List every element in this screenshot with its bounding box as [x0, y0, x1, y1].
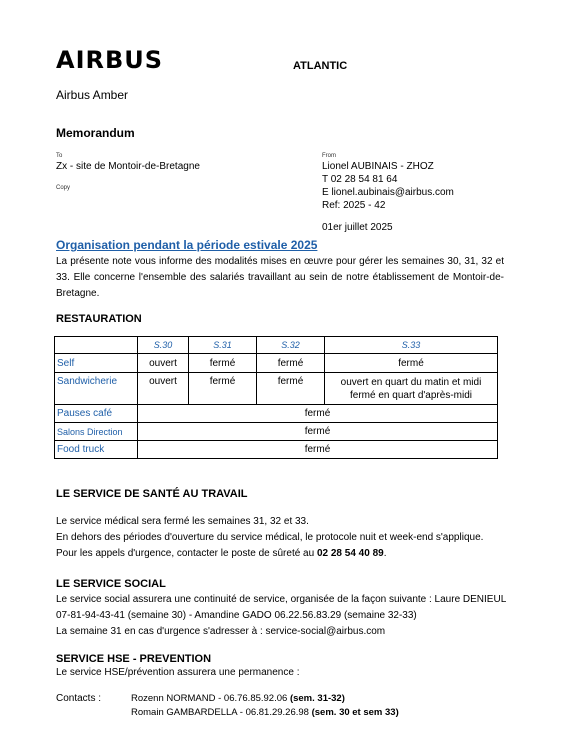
row-label-self: Self [55, 354, 138, 373]
from-name: Lionel AUBINAIS - ZHOZ [322, 161, 434, 172]
subject-title: Organisation pendant la période estivale 2025 [56, 238, 318, 252]
header-s32: S.32 [257, 337, 325, 354]
copy-label: Copy [56, 185, 71, 191]
surete-phone: 02 28 54 40 89 [316, 548, 384, 559]
table-corner-cell [55, 337, 138, 354]
cell-salons-value: fermé [138, 423, 498, 441]
cell-foodtruck-value: fermé [138, 441, 498, 459]
hse-contact2-text: Romain GAMBARDELLA - 06.81.29.26.98 [131, 707, 312, 718]
table-row-salons [55, 423, 498, 441]
header-s30: S.30 [138, 337, 189, 354]
hse-contacts-label: Contacts : [56, 693, 102, 704]
cell-sandwicherie-s32: fermé [257, 373, 325, 405]
brand-name: Airbus Amber [56, 88, 129, 102]
table-header-row [55, 337, 498, 354]
social-line3: La semaine 31 en cas d'urgence s'adresser à : service-social@airbus.com [56, 626, 386, 637]
row-label-pauses: Pauses café [55, 405, 138, 423]
table-row-pauses [55, 405, 498, 423]
from-email: E lionel.aubinais@airbus.com [322, 187, 454, 198]
cell-pauses-value: fermé [138, 405, 498, 423]
from-ref: Ref: 2025 - 42 [322, 200, 386, 211]
hse-contact1-text: Rozenn NORMAND - 06.76.85.92.06 [131, 693, 290, 704]
site-name: ATLANTIC [293, 60, 348, 72]
cell-self-s31: fermé [189, 354, 257, 373]
doc-type: Memorandum [56, 126, 135, 140]
sante-title: LE SERVICE DE SANTÉ AU TRAVAIL [56, 488, 248, 500]
row-label-foodtruck: Food truck [55, 441, 138, 459]
hse-title: SERVICE HSE - PREVENTION [56, 653, 212, 665]
restauration-table [54, 336, 498, 459]
sante-line2: En dehors des périodes d'ouverture du service médical, le protocole nuit et week-end s'applique. [56, 532, 484, 543]
table-row-sandwicherie [55, 373, 498, 405]
header-s33: S.33 [325, 337, 498, 354]
to-value: Zx - site de Montoir-de-Bretagne [56, 161, 200, 172]
cell-sandwicherie-s33-line1: ouvert en quart du matin et midi [340, 376, 482, 388]
social-title: LE SERVICE SOCIAL [56, 578, 166, 590]
hse-contact2 [131, 707, 399, 718]
sante-line3-text: Pour les appels d'urgence, contacter le poste de sûreté au [56, 548, 317, 559]
row-label-sandwicherie: Sandwicherie [55, 373, 138, 405]
sante-line3 [56, 548, 386, 559]
airbus-logo: AIRBUS [56, 46, 164, 74]
social-line2: 07-81-94-43-41 (semaine 30) - Amandine GADO 06.22.56.83.29 (semaine 32-33) [56, 610, 417, 621]
sante-line1: Le service médical sera fermé les semaines 31, 32 et 33. [56, 516, 309, 527]
hse-contact2-weeks: (sem. 30 et sem 33) [311, 707, 399, 718]
row-label-salons: Salons Direction [55, 423, 138, 441]
memo-date: 01er juillet 2025 [322, 222, 393, 233]
from-label: From [322, 153, 336, 159]
sante-line3-end: . [383, 548, 387, 559]
to-label: To [56, 153, 63, 159]
hse-line1: Le service HSE/prévention assurera une permanence : [56, 667, 300, 678]
hse-contact1-weeks: (sem. 31-32) [289, 693, 345, 704]
social-line1: Le service social assurera une continuité de service, organisée de la façon suivante : Laure DENIEUL [56, 594, 507, 605]
restauration-title: RESTAURATION [56, 313, 142, 325]
cell-self-s32: fermé [257, 354, 325, 373]
cell-sandwicherie-s33 [325, 373, 498, 405]
cell-sandwicherie-s33-line2: fermé en quart d'après-midi [350, 389, 472, 401]
cell-sandwicherie-s31: fermé [189, 373, 257, 405]
cell-self-s33: fermé [325, 354, 498, 373]
table-row-foodtruck [55, 441, 498, 459]
from-tel: T 02 28 54 81 64 [322, 174, 398, 185]
hse-contact1 [131, 693, 345, 704]
table-row-self [55, 354, 498, 373]
cell-sandwicherie-s30: ouvert [138, 373, 189, 405]
header-s31: S.31 [189, 337, 257, 354]
intro-paragraph: La présente note vous informe des modalités mises en œuvre pour gérer les semaines 30, 31, 32 et 33. Elle concerne l'ensemble des salariés travaillant au sein de notre établissement de Montoir-de-Bretagne. [56, 256, 504, 299]
cell-self-s30: ouvert [138, 354, 189, 373]
